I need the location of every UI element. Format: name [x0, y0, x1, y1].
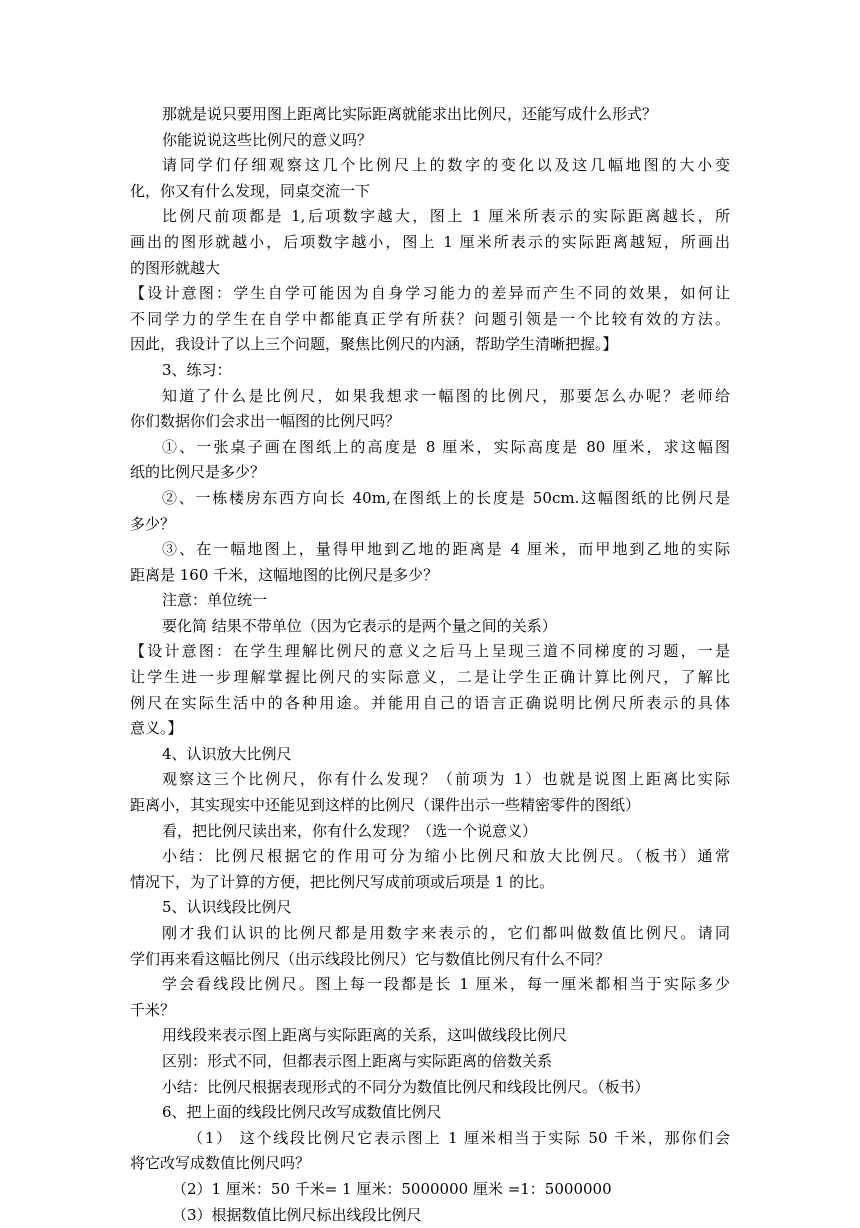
- paragraph: [130, 486, 730, 537]
- paragraph: [130, 1023, 730, 1049]
- text-line: 你们数据你们会求出一幅图的比例尺吗？: [130, 412, 401, 431]
- text-line: 刚才我们认识的比例尺都是用数字来表示的，它们都叫做数值比例尺。请同: [162, 924, 730, 942]
- paragraph: [130, 742, 730, 768]
- text-line: 将它改写成数值比例尺吗？: [130, 1154, 311, 1173]
- text-line: 那就是说只要用图上距离比实际距离就能求出比例尺，还能写成什么形式？: [162, 105, 658, 123]
- text-line: 请同学们仔细观察这几个比例尺上的数字的变化以及这几幅地图的大小变: [162, 156, 730, 175]
- text-line: 小结：比例尺根据它的作用可分为缩小比例尺和放大比例尺。（板书）通常: [162, 847, 730, 866]
- paragraph: [130, 102, 730, 128]
- document-body: [130, 102, 730, 1228]
- text-line: （2）1 厘米：50 千米= 1 厘米：5000000 厘米 =1：5000000: [172, 1179, 612, 1198]
- text-line: 你能说说这些比例尺的意义吗？: [162, 130, 373, 149]
- paragraph: [130, 819, 730, 845]
- paragraph: [130, 1177, 730, 1203]
- text-line: 学会看线段比例尺。图上每一段都是长 1 厘米，每一厘米都相当于实际多少: [162, 975, 730, 994]
- paragraph: [130, 435, 730, 486]
- text-line: ①、一张桌子画在图纸上的高度是 8 厘米，实际高度是 80 厘米，求这幅图: [162, 437, 730, 456]
- paragraph: [130, 844, 730, 895]
- text-line: 不同学力的学生在自学中都能真正学有所获？问题引领是一个比较有效的方法。: [130, 309, 730, 328]
- text-line: 学们再来看这幅比例尺（出示线段比例尺）它与数值比例尺有什么不同？: [130, 949, 611, 968]
- paragraph: [130, 767, 730, 818]
- paragraph: [130, 153, 730, 204]
- text-line: （3）根据数值比例尺标出线段比例尺: [172, 1205, 422, 1224]
- text-line: 比例尺前项都是 1,后项数字越大，图上 1 厘米所表示的实际距离越长，所: [162, 207, 730, 226]
- paragraph: [130, 1049, 730, 1075]
- text-line: ③、在一幅地图上，量得甲地到乙地的距离是 4 厘米，而甲地到乙地的实际: [162, 540, 730, 559]
- paragraph: [130, 921, 730, 972]
- text-line: 意义。】: [130, 719, 183, 738]
- text-line: 区别：形式不同，但都表示图上距离与实际距离的倍数关系: [162, 1051, 553, 1070]
- paragraph: [130, 1126, 730, 1177]
- text-line: 看，把比例尺读出来，你有什么发现？（选一个说意义）: [162, 821, 538, 840]
- paragraph: [130, 972, 730, 1023]
- text-line: 距离是 160 千米，这幅地图的比例尺是多少？: [130, 565, 439, 584]
- text-line: 注意：单位统一: [162, 591, 268, 610]
- text-line: 小结：比例尺根据表现形式的不同分为数值比例尺和线段比例尺。（板书）: [162, 1077, 650, 1096]
- text-line: 纸的比例尺是多少？: [130, 463, 266, 482]
- paragraph: [130, 588, 730, 614]
- text-line: 用线段来表示图上距离与实际距离的关系，这叫做线段比例尺: [162, 1026, 568, 1045]
- text-line: 情况下，为了计算的方便，把比例尺写成前项或后项是 1 的比。: [130, 872, 555, 891]
- text-line: 要化简 结果不带单位（因为它表示的是两个量之间的关系）: [162, 616, 557, 635]
- paragraph: [130, 128, 730, 154]
- text-line: 多少？: [130, 514, 176, 533]
- text-line: ②、一栋楼房东西方向长 40m,在图纸上的长度是 50cm.这幅图纸的比例尺是: [162, 488, 730, 507]
- paragraph: [130, 1100, 730, 1126]
- paragraph: [130, 537, 730, 588]
- paragraph: [130, 358, 730, 384]
- text-line: 4、认识放大比例尺: [162, 744, 292, 763]
- paragraph: [130, 384, 730, 435]
- paragraph: [130, 639, 730, 741]
- paragraph: [130, 1203, 730, 1228]
- text-line: 千米？: [130, 1000, 176, 1019]
- paragraph: [130, 1075, 730, 1101]
- text-line: 3、练习：: [162, 360, 232, 379]
- paragraph: [130, 281, 730, 358]
- text-line: 【设计意图：在学生理解比例尺的意义之后马上呈现三道不同梯度的习题，一是: [130, 642, 730, 661]
- text-line: 5、认识线段比例尺: [162, 898, 292, 917]
- text-line: 观察这三个比例尺，你有什么发现？（前项为 1）也就是说图上距离比实际: [162, 770, 730, 789]
- text-line: 让学生进一步理解掌握比例尺的实际意义，二是让学生正确计算比例尺，了解比: [130, 668, 730, 687]
- text-line: 例尺在实际生活中的各种用途。并能用自己的语言正确说明比例尺所表示的具体: [130, 693, 730, 712]
- text-line: 【设计意图：学生自学可能因为自身学习能力的差异而产生不同的效果，如何让: [130, 284, 730, 303]
- text-line: 因此，我设计了以上三个问题，聚焦比例尺的内涵，帮助学生清晰把握。】: [130, 335, 618, 354]
- text-line: 化，你又有什么发现，同桌交流一下: [130, 181, 371, 200]
- text-line: 画出的图形就越小，后项数字越小，图上 1 厘米所表示的实际距离越短，所画出: [130, 232, 730, 251]
- paragraph: [130, 895, 730, 921]
- paragraph: [130, 204, 730, 281]
- text-line: 距离小，其实现实中还能见到这样的比例尺（课件出示一些精密零件的图纸）: [130, 796, 641, 815]
- text-line: 的图形就越大: [130, 258, 221, 277]
- paragraph: [130, 614, 730, 640]
- text-line: （1） 这个线段比例尺它表示图上 1 厘米相当于实际 50 千米，那你们会: [188, 1128, 730, 1147]
- text-line: 知道了什么是比例尺，如果我想求一幅图的比例尺，那要怎么办呢？老师给: [162, 386, 730, 405]
- text-line: 6、把上面的线段比例尺改写成数值比例尺: [162, 1103, 442, 1122]
